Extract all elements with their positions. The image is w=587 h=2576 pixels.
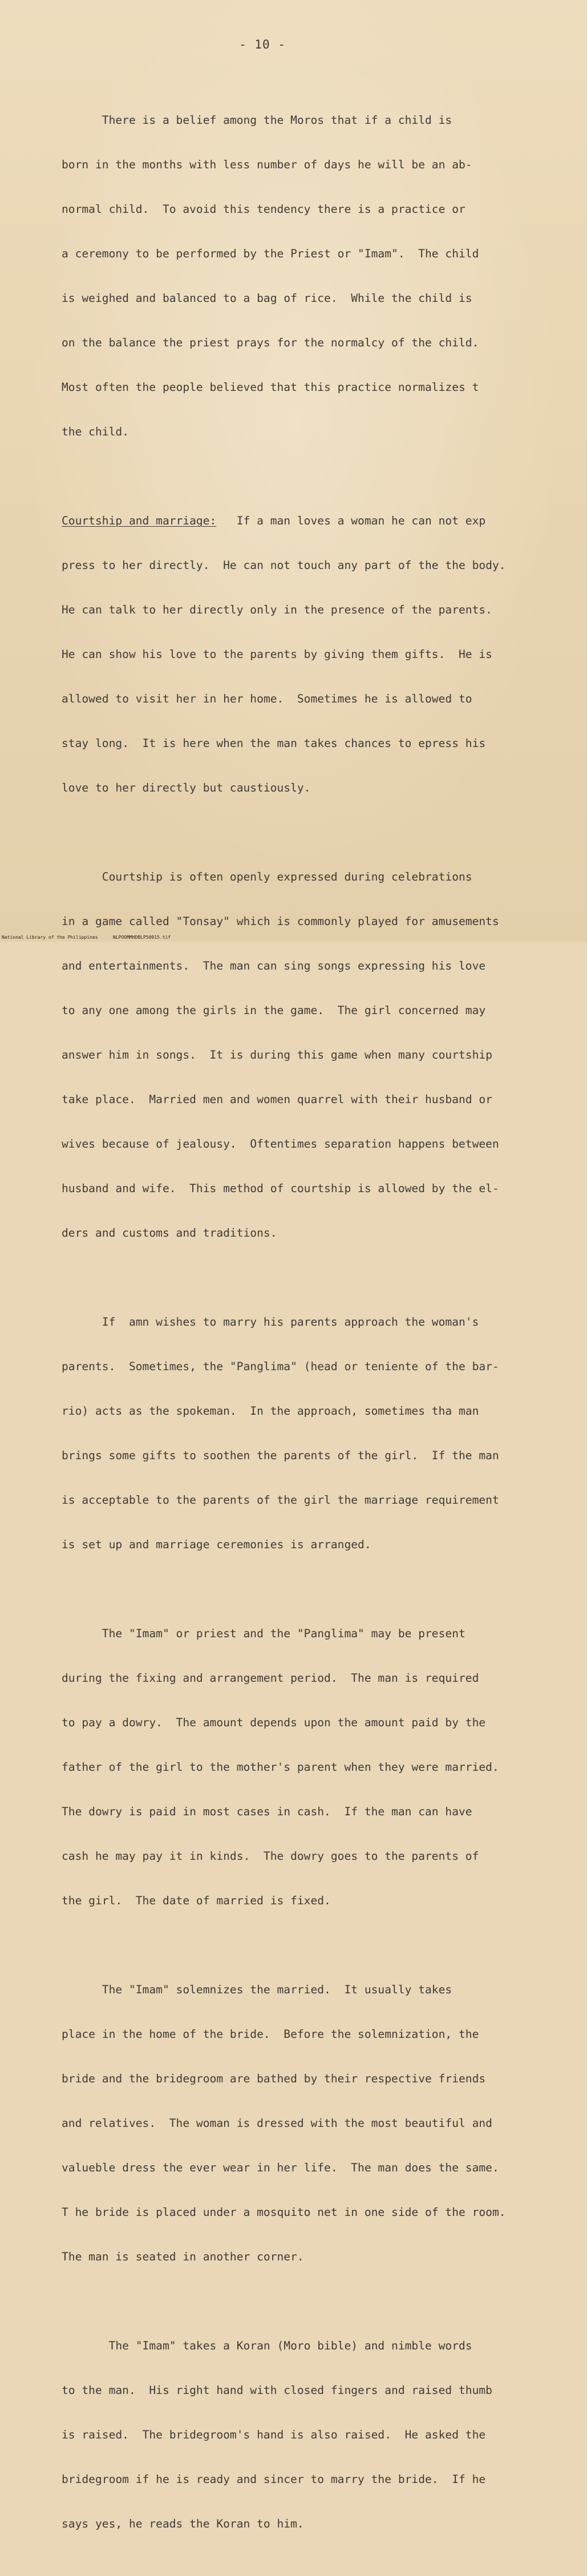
text-line: husband and wife. This method of courtship is allowed by the el- [62,1182,499,1195]
text-line: the child. [62,425,129,438]
text-line: Most often the people believed that this practice normalizes t [62,381,479,394]
text-line: is weighed and balanced to a bag of rice. While the child is [62,292,472,305]
text-line: The man is seated in another corner. [62,2250,304,2263]
text-line: bride and the bridegroom are bathed by their respective friends [62,2072,486,2085]
scan-footer [0,934,587,942]
text-line: to the man. His right hand with closed fingers and raised thumb [62,2384,492,2397]
text-line: Courtship is often openly expressed during celebrations [62,870,472,883]
text-line: stay long. It is here when the man takes chances to epress his [62,737,486,750]
paragraph-koran-reading [62,2309,541,2561]
text-line: rio) acts as the spokeman. In the approach, sometimes tha man [62,1404,479,1418]
text-line: He can show his love to the parents by giving them gifts. He is [62,648,492,661]
text-line [62,514,541,528]
document-body [62,83,541,2576]
paragraph-marriage-approach [62,1285,541,1582]
text-line: the girl. The date of married is fixed. [62,1894,331,1907]
text-line: during the fixing and arrangement period. The man is required [62,1671,479,1685]
text-line: parents. Sometimes, the "Panglima" (head or teniente of the bar- [62,1360,499,1373]
text-line: take place. Married men and women quarrel with their husband or [62,1093,492,1106]
text-line: place in the home of the bride. Before the solemnization, the [62,2028,479,2041]
text-line: The "Imam" solemnizes the married. It usually takes [62,1983,452,1996]
text-line: The "Imam" takes a Koran (Moro bible) and nimble words [62,2339,472,2352]
text-line: valueble dress the ever wear in her life. The man does the same. [62,2161,499,2174]
heading-line-continuation: If a man loves a woman he can not exp [216,514,486,527]
text-line: There is a belief among the Moros that if a child is [62,114,452,127]
text-line: cash he may pay it in kinds. The dowry goes to the parents of [62,1850,479,1863]
text-line: press to her directly. He can not touch any part of the the body. [62,559,506,572]
text-line: a ceremony to be performed by the Priest or "Imam". The child [62,247,479,260]
text-line: If amn wishes to marry his parents approach the woman's [62,1315,479,1329]
text-line: on the balance the priest prays for the normalcy of the child. [62,336,479,349]
text-line: father of the girl to the mother's parent when they were married. [62,1761,499,1774]
page-number: - 10 - [239,38,286,51]
text-line: love to her directly but caustiously. [62,781,311,794]
text-line: is acceptable to the parents of the girl the marriage requirement [62,1493,499,1507]
text-line: ders and customs and traditions. [62,1226,277,1239]
text-line: to any one among the girls in the game. The girl concerned may [62,1004,486,1017]
text-line: is raised. The bridegroom's hand is also raised. He asked the [62,2428,486,2441]
text-line: brings some gifts to soothen the parents of the girl. If the man [62,1449,499,1462]
section-heading: Courtship and marriage: [62,514,217,527]
paragraph-dowry [62,1597,541,1938]
paragraph-child-normalcy [62,83,541,469]
text-line: says yes, he reads the Koran to him. [62,2517,304,2530]
paragraph-solemnization [62,1953,541,2294]
text-line: normal child. To avoid this tendency there is a practice or [62,203,465,216]
paragraph-courtship-and-marriage [62,484,541,825]
text-line: The "Imam" or priest and the "Panglima" may be present [62,1627,465,1640]
library-credit: National Library of the Philippines [2,935,98,940]
file-identifier: NLPOOMMHDBLP50015.tif [113,935,171,940]
text-line: and relatives. The woman is dressed with the most beautiful and [62,2117,492,2130]
text-line: bridegroom if he is ready and sincer to marry the bride. If he [62,2473,486,2486]
text-line: The dowry is paid in most cases in cash. If the man can have [62,1805,472,1818]
text-line: allowed to visit her in her home. Sometimes he is allowed to [62,692,472,705]
text-line: T he bride is placed under a mosquito net in one side of the room. [62,2206,506,2219]
text-line: to pay a dowry. The amount depends upon the amount paid by the [62,1716,486,1729]
text-line: is set up and marriage ceremonies is arranged. [62,1538,371,1551]
text-line: answer him in songs. It is during this game when many courtship [62,1048,492,1061]
text-line: in a game called "Tonsay" which is commonly played for amusements [62,915,499,928]
text-line: and entertainments. The man can sing songs expressing his love [62,959,486,972]
text-line: wives because of jealousy. Oftentimes separation happens between [62,1137,499,1150]
text-line: born in the months with less number of days he will be an ab- [62,158,472,171]
paragraph-tonsay-game [62,840,541,1270]
text-line: He can talk to her directly only in the presence of the parents. [62,603,492,616]
